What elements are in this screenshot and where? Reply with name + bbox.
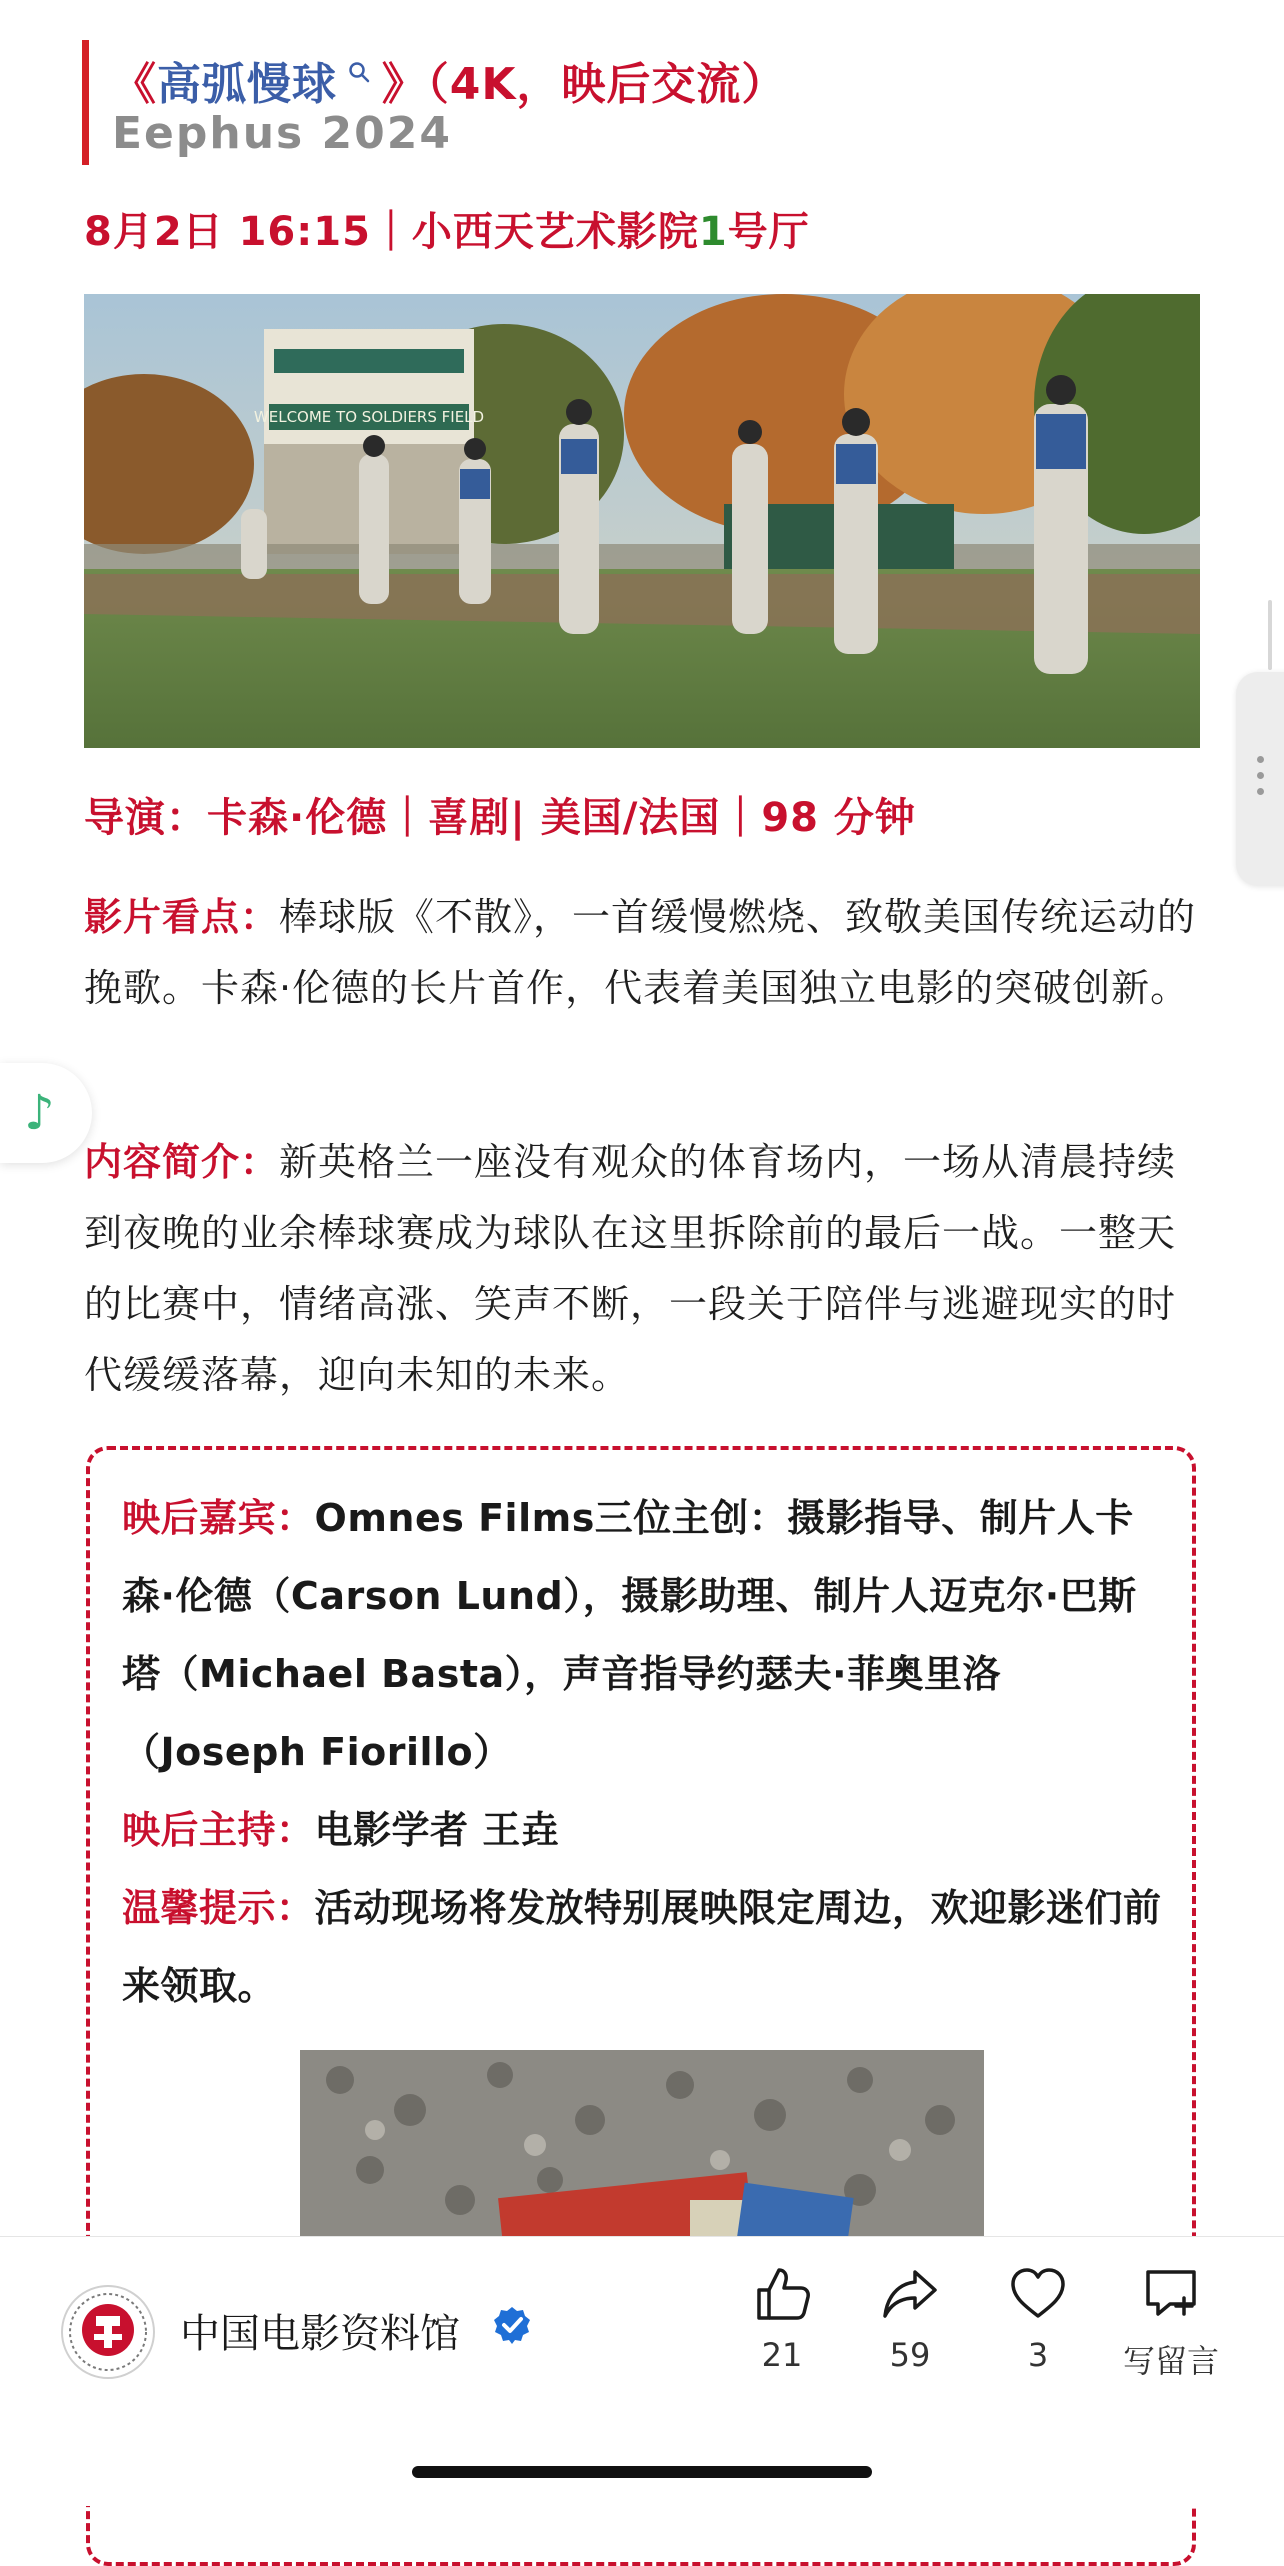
- music-note-icon[interactable]: ♪: [24, 1085, 55, 1141]
- field-sign-text: WELCOME TO SOLDIERS FIELD: [253, 408, 485, 426]
- comment-label: 写留言: [1122, 2342, 1219, 2380]
- film-still-image[interactable]: [84, 294, 1200, 748]
- favorite-count: 3: [1027, 2336, 1049, 2374]
- account-name[interactable]: 中国电影资料馆: [180, 2311, 460, 2357]
- title-accent-bar: [82, 40, 89, 165]
- share-icon: [879, 2262, 941, 2324]
- synopsis-label: 内容简介：: [84, 1140, 280, 1184]
- host-label: 映后主持：: [122, 1808, 315, 1852]
- synopsis-paragraph: [84, 1127, 1200, 1411]
- hall-number: 1: [698, 209, 728, 255]
- title-prefix: 《: [112, 59, 157, 110]
- search-icon[interactable]: [339, 61, 380, 89]
- poster-image[interactable]: [300, 2050, 984, 2240]
- tip-label: 温馨提示：: [122, 1886, 315, 1930]
- title-suffix: 》（4K，映后交流）: [381, 59, 787, 110]
- verified-icon: [492, 2305, 532, 2345]
- comment-button[interactable]: [1111, 2262, 1231, 2382]
- host-text: 电影学者 王垚: [314, 1808, 560, 1852]
- comment-icon: [1140, 2262, 1202, 2324]
- guests-label: 映后嘉宾：: [122, 1496, 315, 1540]
- home-indicator[interactable]: [412, 2466, 872, 2478]
- guests-paragraph: [122, 1479, 1172, 1791]
- synopsis-text: 新英格兰一座没有观众的体育场内，一场从清晨持续到夜晚的业余棒球赛成为球队在这里拆除前的最后一战。一整天的比赛中，情绪高涨、笑声不断，一段关于陪伴与逃避现实的时代缓缓落幕，迎向未知的未来。: [84, 1140, 1177, 1397]
- showtime-hall: 号厅: [727, 209, 810, 255]
- host-paragraph: [122, 1791, 1172, 1869]
- showtime-text: 8月2日 16:15｜小西天艺术影院: [84, 209, 699, 255]
- account-avatar[interactable]: [60, 2284, 156, 2380]
- like-count: 21: [761, 2336, 803, 2374]
- title-english: Eephus 2024: [112, 108, 453, 159]
- like-button[interactable]: [727, 2262, 837, 2374]
- title-link[interactable]: 高弧慢球: [157, 59, 337, 110]
- more-dots-icon[interactable]: [1257, 756, 1265, 804]
- heart-icon: [1007, 2262, 1069, 2324]
- share-count: 59: [889, 2336, 931, 2374]
- thumbs-up-icon: [751, 2262, 813, 2324]
- showtime: [84, 200, 810, 257]
- highlights-paragraph: [84, 882, 1200, 1024]
- tip-paragraph: [122, 1869, 1172, 2025]
- scroll-indicator[interactable]: [1268, 600, 1272, 670]
- tip-text: 活动现场将发放特别展映限定周边，欢迎影迷们前来领取。: [122, 1886, 1162, 2008]
- page-title: [112, 48, 786, 112]
- guests-text: Omnes Films三位主创：摄影指导、制片人卡森·伦德（Carson Lund），摄影助理、制片人迈克尔·巴斯塔（Michael Basta），声音指导约瑟夫·菲奥里洛（Joseph Fiorillo）: [122, 1496, 1137, 1774]
- film-meta: 导演：卡森·伦德｜喜剧| 美国/法国｜98 分钟: [84, 795, 916, 841]
- highlights-text: 棒球版《不散》，一首缓慢燃烧、致敬美国传统运动的挽歌。卡森·伦德的长片首作，代表着美国独立电影的突破创新。: [84, 895, 1197, 1010]
- share-button[interactable]: [855, 2262, 965, 2374]
- favorite-button[interactable]: [983, 2262, 1093, 2374]
- highlights-label: 影片看点：: [84, 895, 280, 939]
